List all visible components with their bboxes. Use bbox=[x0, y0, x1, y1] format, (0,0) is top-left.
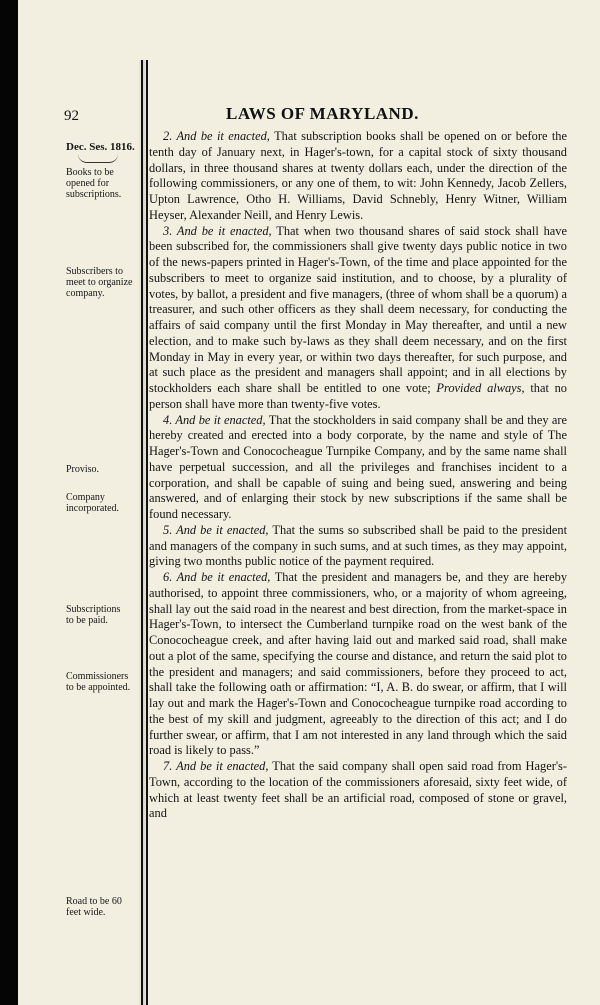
section-text: That the said company shall open said road from Hager's-Town, according to the location of the commissioners aforesaid, sixty feet wide, of which at least twenty feet shall be an artificial road, composed of stone or gravel, and bbox=[149, 759, 568, 821]
margin-note-subscriptions: Subscriptions to be paid. bbox=[66, 604, 121, 626]
margin-note-company: Company incorporated. bbox=[66, 492, 120, 514]
section-text: That when two thousand shares of said stock shall have been subscribed for, the commissioners shall give twenty days public notice in two of the news-papers printed in Hager's-Town, of the time and place appointed for the subscribers to meet to organize said institution, and to choose, by a plurality of votes, by ballot, a president and five managers, (three of whom shall be a quorum) a treasurer, and such other officers as they shall deem necessary, for conducting the affairs of said company until the first Monday in May thereafter, and until a new election, and to make such by-laws as they shall deem necessary, and on the first Monday in May in every year, or within two days thereafter, for such purpose, and at such place as the president and managers shall appoint; and in all elections by stockholders each share shall be entitled to one vote; bbox=[149, 223, 568, 395]
section-text: That the sums so subscribed shall be paid to the president and managers of the company in such sums, and at such times, as they may appoint, giving two months public notice of the payment required. bbox=[149, 522, 568, 569]
section-text: That the stockholders in said company shall be and they are hereby created and erected into a body corporate, by the name and style of The Hager's-Town and Conococheague Turnpike Company, and by the same name shall have perpetual succession, and all the privileges and franchises incident to a corporation, and shall be capable of suing and being sued, answering and being answered, and of enlarging their stock by new subscriptions if the same shall be found necessary. bbox=[149, 412, 567, 521]
section-5 bbox=[149, 523, 567, 570]
running-head: LAWS OF MARYLAND. bbox=[226, 104, 419, 123]
margin-note-road: Road to be 60 feet wide. bbox=[66, 896, 122, 918]
section-4 bbox=[149, 413, 567, 523]
enacting-clause: 3. And be it enacted, bbox=[163, 223, 272, 238]
page-number: 92 bbox=[64, 108, 79, 124]
margin-note-subscribers: Subscribers to meet to organize company. bbox=[66, 266, 133, 299]
brace-mark bbox=[78, 154, 118, 163]
enacting-clause: 5. And be it enacted, bbox=[163, 522, 269, 537]
enacting-clause: 6. And be it enacted, bbox=[163, 570, 271, 584]
section-text: That subscription books shall be opened on or before the tenth day of January next, in Hager's-town, for a capital stock of sixty thousand dollars, in three thousand shares at twenty dollars each, under the direction of the following commissioners, or any one of them, to wit: John Kennedy, Jacob Zellers, Upton Lawrence, Otho H. Williams, David Schnebly, Henry Witner, William Heyser, Alexander Neill, and Henry Lewis. bbox=[149, 129, 567, 222]
section-text: That the president and managers be, and they are hereby authorised, to appoint three commissioners, who, or a majority of whom agreeing, shall lay out the said road in the nearest and best direction, from the market-space in Hager's-Town, to intersect the Cumberland turnpike road on the west bank of the Conococheague creek, and after having laid out and marked said road, shall make out a plot of the same, specifying the course and distance, and return the said plot to the president and managers; and said commissioners, before they proceed to act, shall take the following oath or affirmation: “I, A. B. do swear, or affirm, that I will lay out and mark the Hager's-Town and Conococheague turnpike road according to the best of my skill and judgment, agreeably to the direction of this act; and I do further swear, or affirm, that I am not interested in any land through which the said road is likely to pass.” bbox=[149, 570, 568, 758]
margin-note-proviso: Proviso. bbox=[66, 464, 100, 475]
section-6 bbox=[149, 570, 567, 759]
margin-note-date bbox=[66, 142, 162, 165]
section-3 bbox=[149, 224, 567, 413]
binding-rule-right bbox=[146, 60, 148, 1005]
margin-note-books: Books to be opened for subscriptions. bbox=[66, 167, 122, 200]
proviso-clause: Provided always, bbox=[436, 381, 525, 395]
enacting-clause: 7. And be it enacted, bbox=[163, 759, 269, 773]
enacting-clause: 4. And be it enacted, bbox=[163, 412, 266, 427]
statute-text bbox=[149, 129, 567, 822]
binding-rule-left bbox=[141, 60, 143, 1005]
proviso-text: that no person shall have more than twenty-five votes. bbox=[149, 381, 567, 411]
margin-note-commissioners: Commissioners to be appointed. bbox=[66, 671, 131, 693]
enacting-clause: 2. And be it enacted, bbox=[163, 129, 270, 143]
session-date: Dec. Ses. 1816. bbox=[66, 141, 135, 153]
section-2 bbox=[149, 129, 567, 224]
section-7 bbox=[149, 759, 567, 822]
